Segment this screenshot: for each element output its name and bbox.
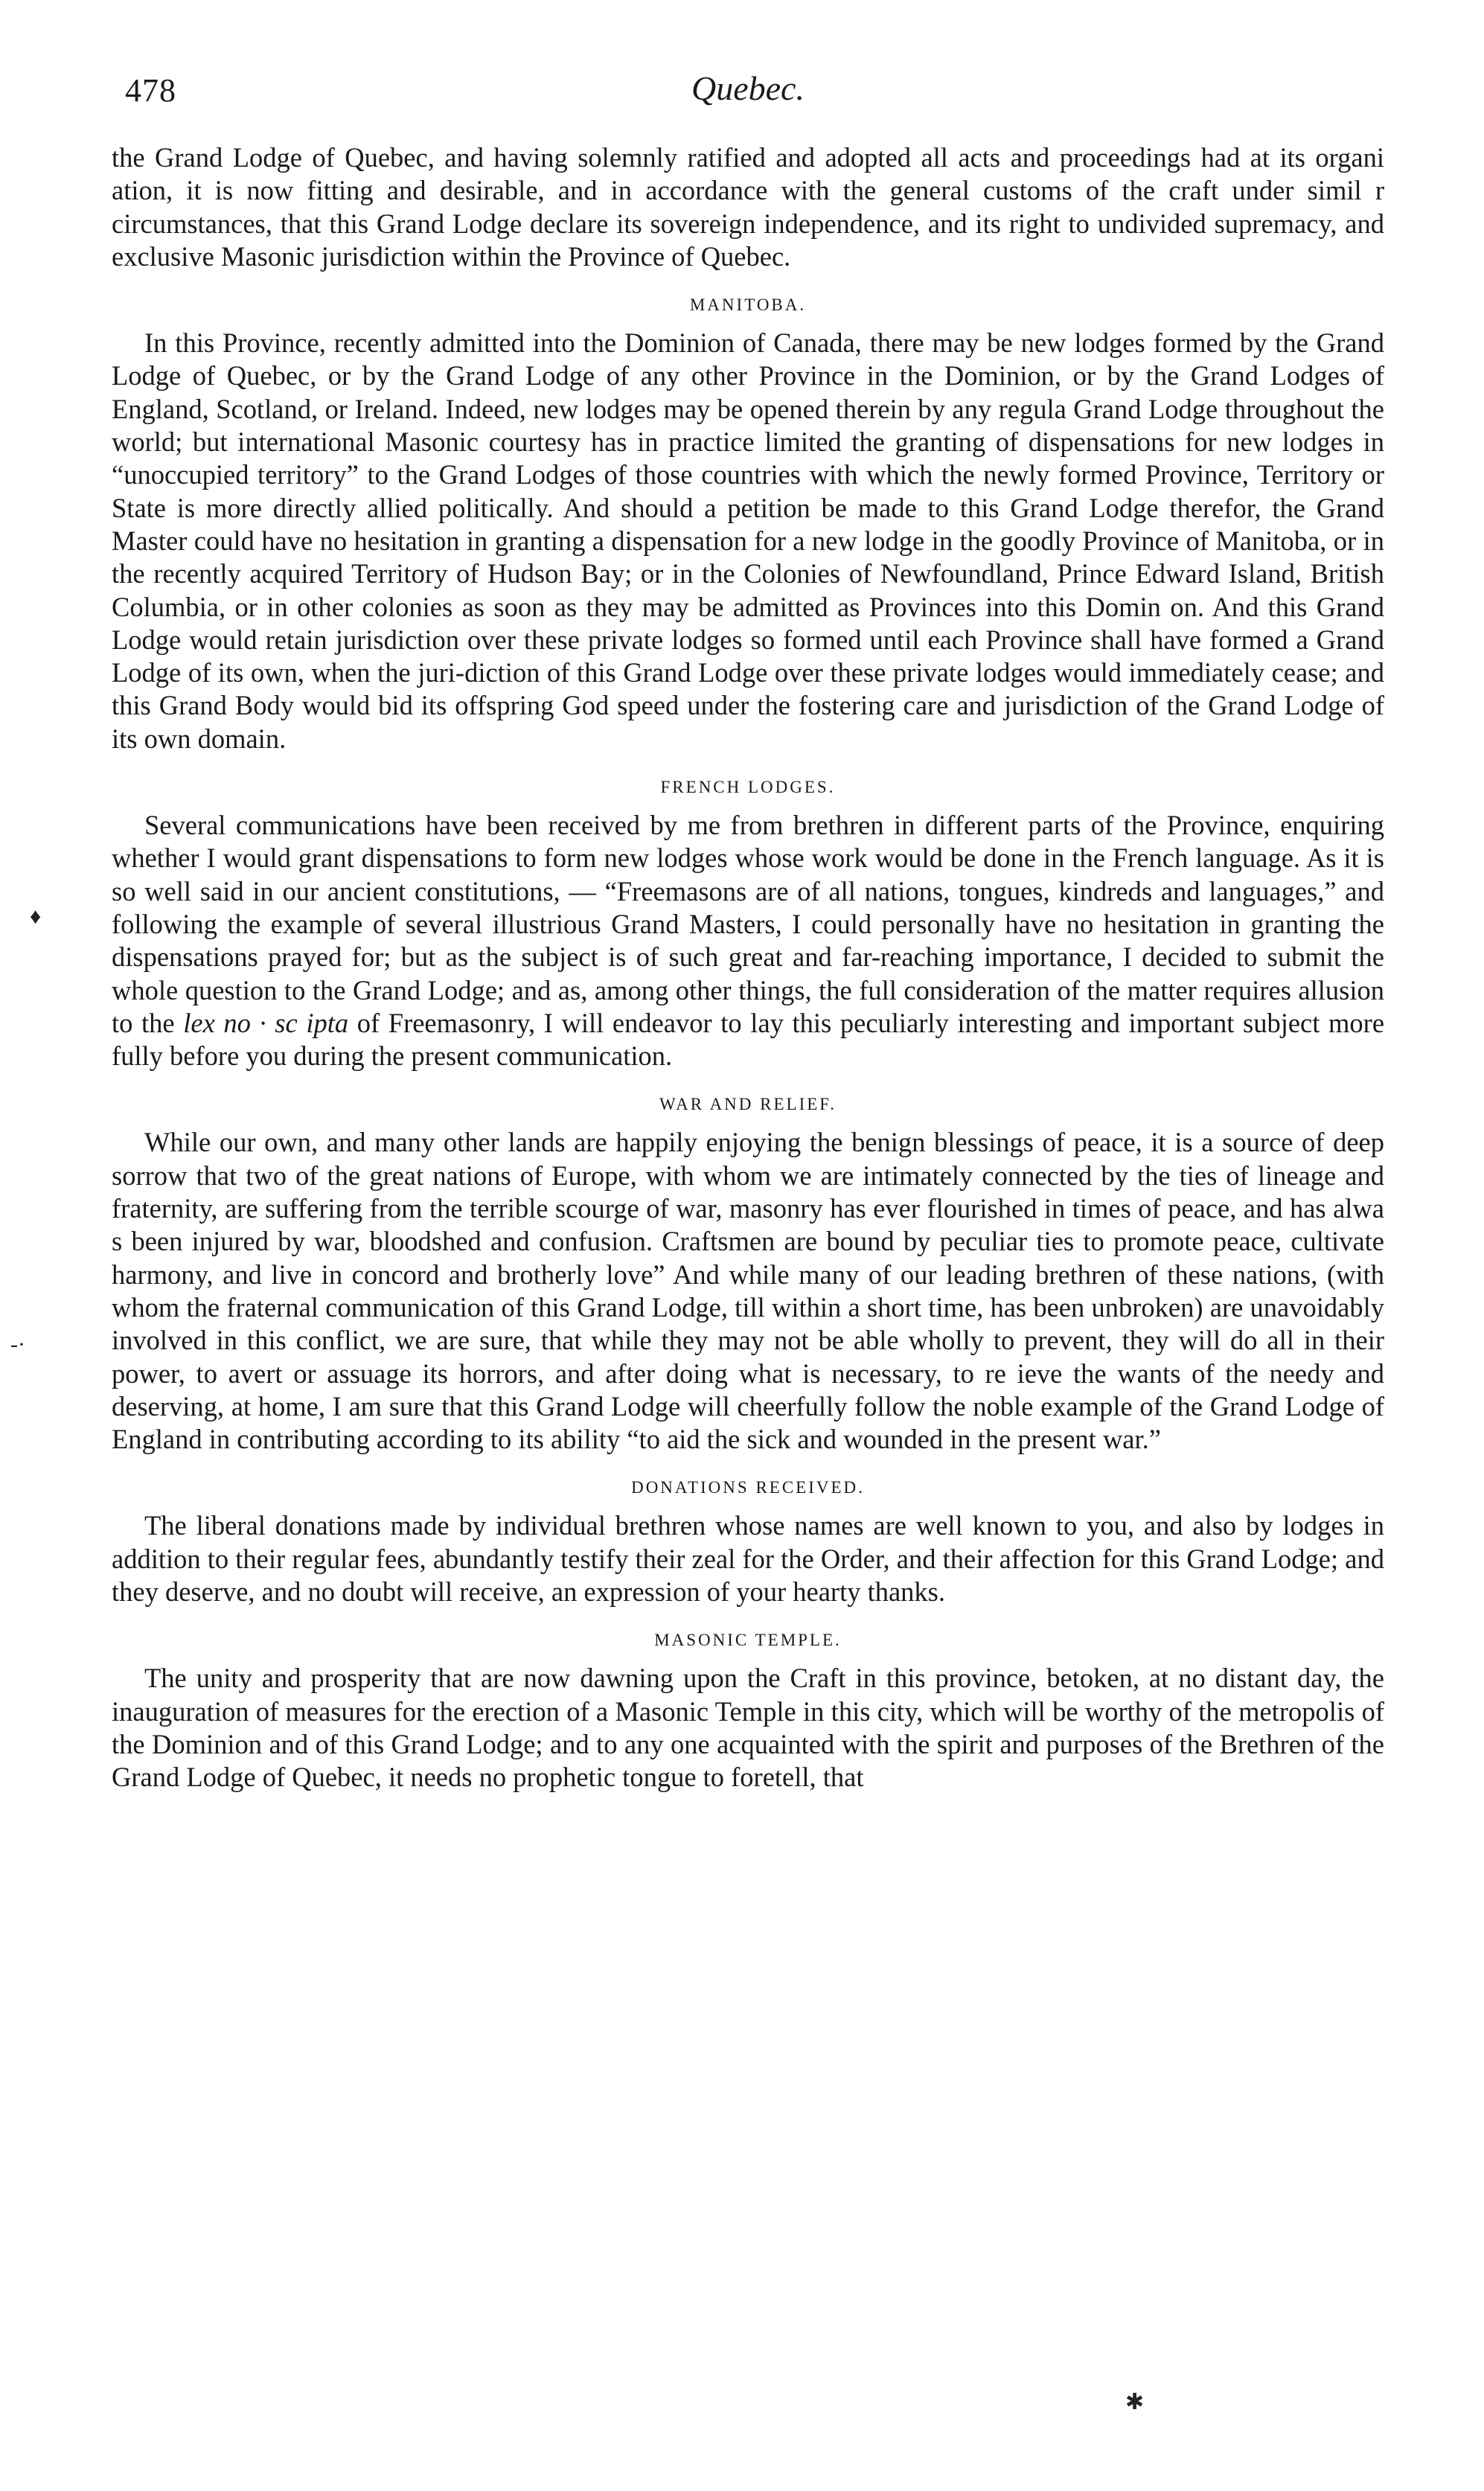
war-and-relief-paragraph: While our own, and many other lands are happily enjoying the benign blessings of peace, it is a source of deep sorrow that two of the great nations of Europe, with whom we are intimately connected by the ties of lineage and fraternity, are suffering from the terrible scourge of war, masonry has ever flourished in times of peace, and has alwa s been injured by war, bloodshed and confusion. Craftsmen are bound by peculiar ties to promote peace, cultivate harmony, and live in concord and brotherly love” And while many of our leading brethren of these nations, (with whom the fraternal communication of this Grand Lodge, till within a short time, has been unbroken) are unavoidably involved in this conflict, we are sure, that while they may not be able wholly to prevent, they will do all in their power, to avert or assuage its horrors, and after doing what is necessary, to re ieve the wants of the needy and deserving, at home, I am sure that this Grand Lodge will cheerfully follow the noble example of the Grand Lodge of England in contributing according to its ability “to aid the sick and wounded in the present war.”: [112, 1127, 1384, 1455]
latin-phrase: lex no · sc ipta: [183, 1007, 349, 1038]
french-lodges-paragraph: [112, 809, 1384, 1072]
section-heading-donations-received: DONATIONS RECEIVED.: [631, 1478, 865, 1497]
page-number: 478: [125, 72, 176, 109]
intro-paragraph: the Grand Lodge of Quebec, and having solemnly ratified and adopted all acts and proceedings had at its organi ation, it is now fitting and desirable, and in accordance with the general customs of the craft under simil r circumstances, that this Grand Lodge declare its sovereign independence, and its right to undivided supremacy, and exclusive Masonic jurisdiction within the Province of Quebec.: [112, 142, 1384, 272]
margin-ink-mark: -·: [10, 1332, 25, 1357]
section-heading-french-lodges: FRENCH LODGES.: [660, 778, 836, 797]
section-heading-war-and-relief: WAR AND RELIEF.: [659, 1095, 837, 1114]
document-page: [112, 60, 1384, 1794]
manitoba-paragraph: In this Province, recently admitted into the Dominion of Canada, there may be new lodges formed by the Grand Lodge of Quebec, or by the Grand Lodge of any other Province in the Dominion, or by the Grand Lodges of England, Scotland, or Ireland. Indeed, new lodges may be opened therein by any regula Grand Lodge throughout the world; but international Masonic courtesy has in practice limited the granting of dispensations for new lodges in “unoccupied territory” to the Grand Lodges of those countries with which the newly formed Province, Territory or State is more directly allied politically. And should a petition be made to this Grand Lodge therefor, the Grand Master could have no hesitation in granting a dispensation for a new lodge in the goodly Province of Manitoba, or in the recently acquired Territory of Hudson Bay; or in the Colonies of Newfoundland, Prince Edward Island, British Columbia, or in other colonies as soon as they may be admitted as Provinces into this Domin on. And this Grand Lodge would retain jurisdiction over these private lodges so formed until each Province shall have formed a Grand Lodge of its own, when the juri-diction of this Grand Lodge over these private lodges would immediately cease; and this Grand Body would bid its offspring God speed under the fostering care and jurisdiction of the Grand Lodge of its own domain.: [112, 327, 1384, 754]
bottom-ink-mark: ✱: [1125, 2390, 1145, 2414]
margin-ink-mark: ♦: [30, 904, 42, 929]
french-lodges-text-before: Several communications have been received by me from brethren in different parts of the Province, enquiring whether I would grant dispensations to form new lodges whose work would be done in the French language. As it is so well said in our ancient constitutions, — “Freemasons are of all nations, tongues, kindreds and languages,” and following the example of several illustrious Grand Masters, I could personally have no hesitation in granting the dispensations prayed for; but as the subject is of such great and far-reaching importance, I decided to submit the whole question to the Grand Lodge; and as, among other things, the full consideration of the matter requires allusion to the: [112, 810, 1384, 1038]
french-lodges-text-after: of Freemasonry, I will endeavor to lay this peculiarly interesting and important subject more fully before you during the present communication.: [112, 1007, 1385, 1072]
donations-received-paragraph: The liberal donations made by individual brethren whose names are well known to you, and also by lodges in addition to their regular fees, abundantly testify their zeal for the Order, and their affection for this Grand Lodge; and they deserve, and no doubt will receive, an expression of your hearty thanks.: [112, 1510, 1384, 1607]
masonic-temple-paragraph: The unity and prosperity that are now dawning upon the Craft in this province, betoken, at no distant day, the inauguration of measures for the erection of a Masonic Temple in this city, which will be worthy of the metropolis of the Dominion and of this Grand Lodge; and to any one acquainted with the spirit and purposes of the Brethren of the Grand Lodge of Quebec, it needs no prophetic tongue to foretell, that: [112, 1663, 1384, 1793]
section-heading-manitoba: MANITOBA.: [689, 295, 807, 315]
section-heading-masonic-temple: MASONIC TEMPLE.: [654, 1631, 842, 1650]
running-title: Quebec.: [691, 69, 805, 107]
running-head: [112, 60, 1384, 141]
